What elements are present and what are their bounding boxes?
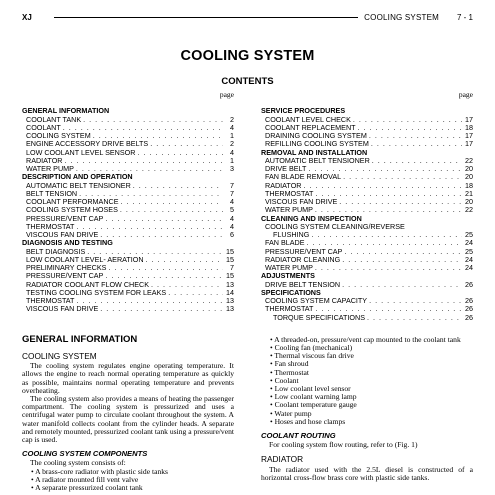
toc-entry-page: 22 [465,206,473,215]
toc-page-label: page [458,90,473,99]
toc-dot-leader [64,157,223,165]
toc-entry-page: 20 [465,165,473,173]
toc-entry-title: COOLANT REPLACEMENT [265,123,356,132]
toc-dot-leader [353,116,462,124]
toc-section-title: ADJUSTMENTS [261,271,315,281]
toc-entry-page: 7 [230,181,234,190]
toc-entry-page: 4 [230,123,234,132]
toc-entry-title: RADIATOR CLEANING [265,255,341,264]
body-text [22,333,473,492]
toc-entry-title: FAN BLADE [265,239,305,248]
table-of-contents [22,91,473,322]
toc-entry-title: TORQUE SPECIFICATIONS [273,313,365,322]
toc-entry-page: 2 [230,140,234,149]
toc-entry[interactable] [22,140,234,148]
toc-entry-page: 24 [465,264,473,272]
toc-entry-title: RADIATOR [265,181,302,190]
toc-dot-leader [93,132,223,140]
toc-entry[interactable] [22,206,234,214]
toc-entry[interactable] [22,248,234,256]
component-list-item: • A threaded-on, pressure/vent cap mounted to the coolant tank [261,336,473,344]
toc-entry[interactable] [261,314,473,322]
toc-entry-page: 5 [230,206,234,215]
toc-entry-title: REFILLING COOLING SYSTEM [265,140,369,149]
toc-entry[interactable] [22,297,234,305]
toc-section-title: SERVICE PROCEDURES [261,106,346,116]
toc-entry[interactable] [22,305,234,313]
coolant-routing-text: For cooling system flow routing, refer to (Fig. 1) [269,440,418,450]
toc-entry[interactable] [22,116,234,124]
toc-entry-page: 18 [465,123,473,132]
toc-right-column [261,91,473,322]
toc-entry-title: AUTOMATIC BELT TENSIONER [26,181,131,190]
toc-entry-page: 20 [465,198,473,206]
toc-entry-page: 25 [465,231,473,239]
toc-entry-page: 21 [465,189,473,198]
toc-dot-leader [315,305,462,313]
toc-entry-page: 18 [465,181,473,190]
toc-entry[interactable] [22,198,234,206]
toc-dot-leader [87,248,223,256]
toc-entry[interactable] [261,198,473,206]
toc-dot-leader [76,297,223,305]
toc-entry-title: THERMOSTAT [26,222,75,231]
toc-entry-title: PRESSURE/VENT CAP [26,272,104,281]
toc-entry-page: 25 [465,247,473,256]
toc-dot-leader [344,248,462,256]
toc-entry-page: 15 [226,247,234,256]
toc-entry-title: COOLANT PERFORMANCE [26,198,119,206]
toc-entry[interactable] [22,190,234,198]
toc-dot-leader [105,215,223,223]
component-list-item: • Low coolant level sensor [261,385,473,393]
toc-dot-leader [369,132,462,140]
toc-entry[interactable] [22,215,234,223]
toc-entry-page: 2 [230,115,234,124]
toc-entry-page: 17 [465,140,473,149]
toc-entry-page: 24 [465,255,473,264]
component-list-item: • Coolant [261,377,473,385]
toc-entry-title: PRESSURE/VENT CAP [26,214,104,223]
toc-entry-title: THERMOSTAT [265,305,314,314]
toc-entry-title: THERMOSTAT [26,297,75,305]
toc-entry[interactable] [261,231,473,239]
toc-dot-leader [343,173,462,181]
toc-entry-title: BELT DIAGNOSIS [26,247,86,256]
toc-entry-title: DRIVE BELT [265,165,307,173]
toc-entry[interactable] [22,281,234,289]
toc-entry-page: 17 [465,115,473,124]
toc-dot-leader [108,264,223,272]
toc-entry-title: WATER PUMP [26,165,74,173]
toc-entry-page: 7 [230,189,234,198]
toc-entry-title: VISCOUS FAN DRIVE [26,305,99,314]
toc-entry-page: 1 [230,156,234,165]
toc-dot-leader [137,149,223,157]
toc-entry[interactable] [261,223,473,231]
toc-entry-title: THERMOSTAT [265,189,314,198]
component-list-item: • A radiator mounted fill vent valve [22,476,234,484]
toc-section-title: SPECIFICATIONS [261,287,321,297]
toc-entry[interactable] [261,239,473,247]
toc-dot-leader [315,264,462,272]
toc-entry-title: DRIVE BELT TENSION [265,280,341,289]
toc-section-title: CLEANING AND INSPECTION [261,213,362,223]
header-section: COOLING SYSTEM [364,12,439,22]
body-left-column [22,333,234,492]
contents-heading: CONTENTS [221,76,274,87]
toc-entry-title: AUTOMATIC BELT TENSIONER [265,156,370,165]
toc-dot-leader [303,182,462,190]
toc-entry-page: 26 [465,313,473,322]
toc-section-title: REMOVAL AND INSTALLATION [261,147,368,157]
toc-dot-leader [342,256,462,264]
toc-entry[interactable] [22,182,234,190]
toc-entry[interactable] [22,223,234,231]
toc-entry[interactable] [22,264,234,272]
toc-entry[interactable] [261,132,473,140]
toc-section-title: DIAGNOSIS AND TESTING [22,238,113,248]
toc-entry-title: PRELIMINARY CHECKS [26,264,107,272]
toc-page-label: page [219,90,234,99]
toc-dot-leader [372,157,462,165]
toc-section-title: DESCRIPTION AND OPERATION [22,172,133,182]
toc-dot-leader [307,239,462,247]
toc-entry[interactable] [261,173,473,181]
toc-entry-page: 1 [230,132,234,140]
toc-entry-page: 26 [465,297,473,305]
toc-dot-leader [308,165,462,173]
toc-dot-leader [339,198,462,206]
toc-entry-title: COOLING SYSTEM HOSES [26,206,118,215]
page-header [22,10,473,24]
toc-entry-page: 7 [230,264,234,272]
component-list-item: • Thermostat [261,369,473,377]
toc-entry[interactable] [22,272,234,280]
toc-entry[interactable] [261,182,473,190]
toc-dot-leader [151,281,223,289]
toc-entry-page: 14 [226,288,234,297]
toc-entry-title: COOLANT TANK [26,115,82,124]
toc-entry[interactable] [261,248,473,256]
toc-entry-page: 20 [465,173,473,182]
toc-dot-leader [150,140,223,148]
toc-entry-title: DRAINING COOLING SYSTEM [265,132,367,140]
toc-dot-leader [76,223,223,231]
toc-entry-page: 24 [465,239,473,248]
toc-entry-title: FAN BLADE REMOVAL [265,173,342,182]
paragraph: The cooling system also provides a means of heating the passenger compartment. The cooling system is pressurized and uses a centrifugal water pump to circulate coolant throughout the system. A water manifold collects coolant from the cylinder heads. A separate and remotely mounted, pressurized coolant tank using a pressure/vent cap is used. [22,393,234,444]
toc-entry-page: 13 [226,305,234,314]
toc-entry[interactable] [261,157,473,165]
toc-entry[interactable] [261,190,473,198]
toc-entry-title: COOLANT LEVEL CHECK [265,115,351,124]
toc-dot-leader [100,231,223,239]
toc-entry-page: 15 [226,272,234,281]
toc-entry[interactable] [261,116,473,124]
toc-entry[interactable] [22,149,234,157]
toc-entry-page: 17 [465,132,473,140]
toc-entry[interactable] [261,305,473,313]
component-list-item: • Cooling fan (mechanical) [261,344,473,352]
toc-entry-title: VISCOUS FAN DRIVE [26,231,99,239]
page-title: COOLING SYSTEM [180,48,315,64]
toc-entry-title: PRESSURE/VENT CAP [265,247,343,256]
cooling-system-heading: COOLING SYSTEM [22,350,97,361]
components-intro: The cooling system consists of: [30,458,126,468]
toc-dot-leader [146,256,223,264]
toc-entry-title: BELT TENSION [26,189,78,198]
header-page-number: 7 - 1 [456,12,473,22]
toc-entry-page: 4 [230,198,234,206]
toc-entry-page: 4 [230,214,234,223]
toc-entry-title: WATER PUMP [265,206,313,215]
toc-dot-leader [79,190,223,198]
toc-entry[interactable] [261,165,473,173]
toc-dot-leader [358,124,462,132]
toc-entry[interactable] [22,256,234,264]
body-right-column [261,336,473,492]
component-list-item: • Low coolant warning lamp [261,393,473,401]
toc-entry-page: 4 [230,148,234,157]
toc-entry-title: TESTING COOLING SYSTEM FOR LEAKS [26,288,167,297]
toc-entry[interactable] [22,132,234,140]
toc-entry[interactable] [261,256,473,264]
toc-entry-title: RADIATOR COOLANT FLOW CHECK [26,280,150,289]
toc-entry-page: 3 [230,165,234,173]
toc-entry-title: FLUSHING [273,231,310,239]
toc-section-title: GENERAL INFORMATION [22,106,110,116]
toc-entry[interactable] [22,124,234,132]
toc-entry-title: ENGINE ACCESSORY DRIVE BELTS [26,140,149,149]
header-rule [54,17,358,18]
toc-dot-leader [133,182,223,190]
components-list-continued [261,336,473,426]
radiator-text: The radiator used with the 2.5L diesel is constructed of a horizontal cross-flow brass core with plastic side tanks. [261,464,473,482]
toc-entry-page: 15 [226,255,234,264]
toc-dot-leader [120,206,223,214]
component-list-item: • Water pump [261,410,473,418]
toc-dot-leader [311,231,462,239]
paragraph: The cooling system regulates engine operating temperature. It allows the engine to reach normal operating temperature as quickly as possible, maintains normal operating temperature and prevents overheating. [22,361,234,395]
toc-entry-title: COOLING SYSTEM [26,132,91,140]
component-list-item: • Coolant temperature gauge [261,401,473,409]
toc-entry-page: 6 [230,231,234,239]
toc-entry-page: 22 [465,156,473,165]
toc-entry[interactable] [261,297,473,305]
general-information-heading: GENERAL INFORMATION [22,333,138,345]
toc-dot-leader [369,297,462,305]
toc-left-column [22,91,234,322]
components-list [22,468,234,493]
component-list-item: • Fan shroud [261,360,473,368]
toc-entry-page: 13 [226,280,234,289]
toc-dot-leader [63,124,223,132]
radiator-heading: RADIATOR [261,454,304,465]
toc-dot-leader [315,190,462,198]
component-list-item: • Thermal viscous fan drive [261,352,473,360]
toc-entry-title: RADIATOR [26,156,63,165]
toc-entry-title: WATER PUMP [265,264,313,272]
coolant-routing-heading: COOLANT ROUTING [261,430,336,440]
toc-entry[interactable] [22,289,234,297]
toc-entry-title: LOW COOLANT LEVEL- AERATION [26,255,144,264]
toc-dot-leader [105,272,223,280]
toc-dot-leader [342,281,462,289]
toc-dot-leader [100,305,223,313]
components-heading: COOLING SYSTEM COMPONENTS [22,449,148,459]
header-model: XJ [22,12,32,22]
toc-entry-page: 13 [226,297,234,305]
toc-dot-leader [83,116,223,124]
toc-dot-leader [371,140,462,148]
toc-dot-leader [367,314,462,322]
toc-entry-page: 26 [465,280,473,289]
toc-entry-page: 26 [465,305,473,314]
toc-entry[interactable] [22,157,234,165]
toc-entry-title: COOLANT [26,123,61,132]
component-list-item: • Hoses and hose clamps [261,418,473,426]
toc-entry-title: COOLING SYSTEM CLEANING/REVERSE [265,222,405,231]
toc-entry-page: 4 [230,222,234,231]
toc-entry[interactable] [261,124,473,132]
toc-entry-title: LOW COOLANT LEVEL SENSOR [26,148,136,157]
toc-dot-leader [168,289,223,297]
toc-dot-leader [121,198,223,206]
component-list-item: • A separate pressurized coolant tank [22,484,234,492]
toc-entry-title: COOLING SYSTEM CAPACITY [265,297,368,305]
component-list-item: • A brass-core radiator with plastic side tanks [22,468,234,476]
toc-entry-title: VISCOUS FAN DRIVE [265,198,338,206]
